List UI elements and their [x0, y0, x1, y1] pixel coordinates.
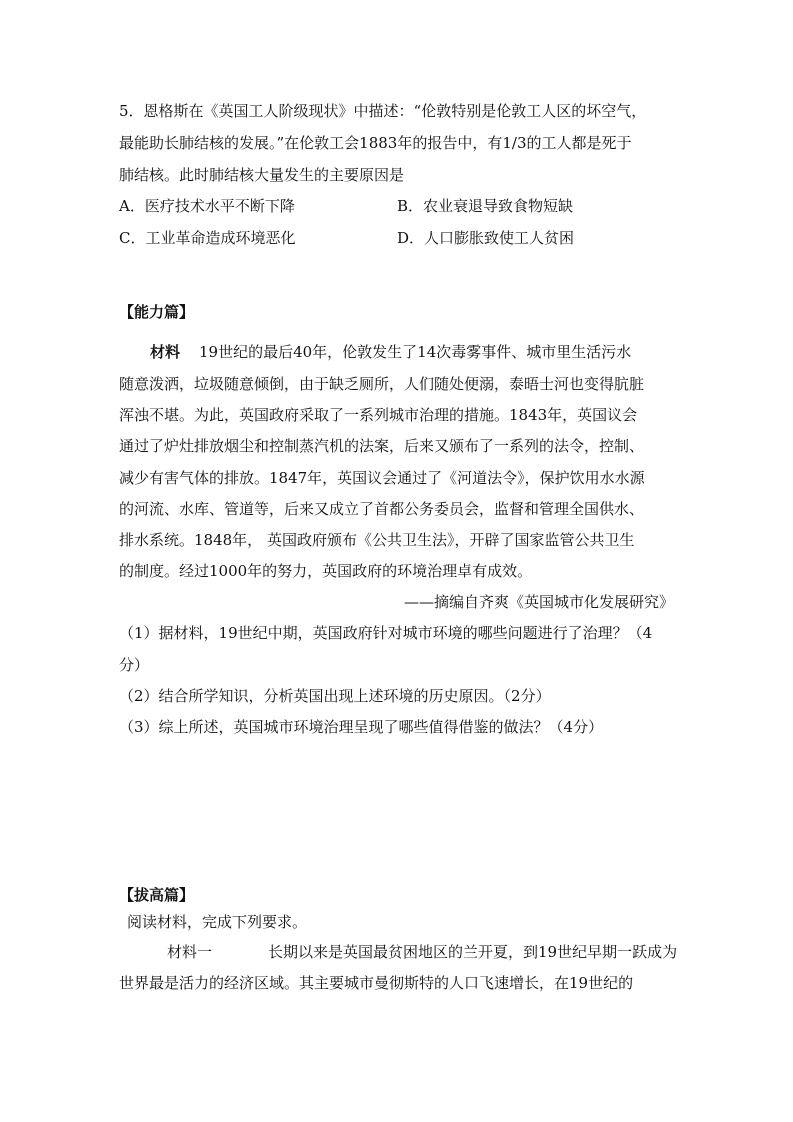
advanced-instruction: 阅读材料，完成下列要求。 [127, 913, 308, 931]
ability-material-label: 材料 [150, 343, 181, 361]
ability-material-line: 随意泼洒，垃圾随意倾倒，由于缺乏厕所，人们随处便溺，泰晤士河也变得肮脏 [119, 375, 645, 393]
q5-option-d: D．人口膨胀致使工人贫困 [397, 229, 575, 247]
ability-heading: 【能力篇】 [119, 303, 195, 321]
q5-line-1: 5．恩格斯在《英国工人阶级现状》中描述：“伦敦特别是伦敦工人区的坏空气， [119, 102, 647, 120]
ability-material-line: 减少有害气体的排放。1847年，英国议会通过了《河道法令》，保护饮用水水源 [119, 469, 645, 487]
ability-material-line: 浑浊不堪。为此，英国政府采取了一系列城市治理的措施。1843年，英国议会 [119, 406, 638, 424]
ability-question-3: （3）综上所述，英国城市环境治理呈现了哪些值得借鉴的做法？（4分） [119, 718, 604, 736]
ability-material-line: 的河流、水库、管道等，后来又成立了首都公务委员会，监督和管理全国供水、 [119, 500, 645, 518]
ability-material-line: 的制度。经过1000年的努力，英国政府的环境治理卓有成效。 [119, 562, 533, 580]
q5-option-c: C．工业革命造成环境恶化 [119, 229, 296, 247]
q5-option-b: B．农业衰退导致食物短缺 [397, 197, 574, 215]
ability-material-line: 排水系统。1848年， 英国政府颁布《公共卫生法》，开辟了国家监管公共卫生 [119, 531, 635, 549]
advanced-material-label: 材料一 [167, 943, 213, 961]
ability-question-2: （2）结合所学知识，分析英国出现上述环境的历史原因。（2分） [119, 687, 551, 705]
advanced-material-line: 世界最是活力的经济区域。其主要城市曼彻斯特的人口飞速增长，在19世纪的 [119, 974, 634, 992]
q5-line-3: 肺结核。此时肺结核大量发生的主要原因是 [119, 166, 405, 184]
q5-line-2: 最能助长肺结核的发展。”在伦敦工会1883年的报告中，有1/3的工人都是死于 [119, 134, 632, 152]
ability-source: ——摘编自齐爽《英国城市化发展研究》 [403, 593, 674, 611]
ability-material-line: 19世纪的最后40年，伦敦发生了14次毒雾事件、城市里生活污水 [199, 343, 632, 361]
advanced-material-line: 长期以来是英国最贫困地区的兰开夏，到19世纪早期一跃成为 [268, 943, 678, 961]
advanced-heading: 【拔高篇】 [119, 886, 195, 904]
ability-question-1-cont: 分） [119, 656, 150, 674]
ability-material-line: 通过了炉灶排放烟尘和控制蒸汽机的法案，后来又颁布了一系列的法令，控制、 [119, 437, 645, 455]
ability-question-1: （1）据材料，19世纪中期，英国政府针对城市环境的哪些问题进行了治理？（4 [119, 624, 653, 642]
q5-option-a: A．医疗技术水平不断下降 [119, 197, 295, 215]
